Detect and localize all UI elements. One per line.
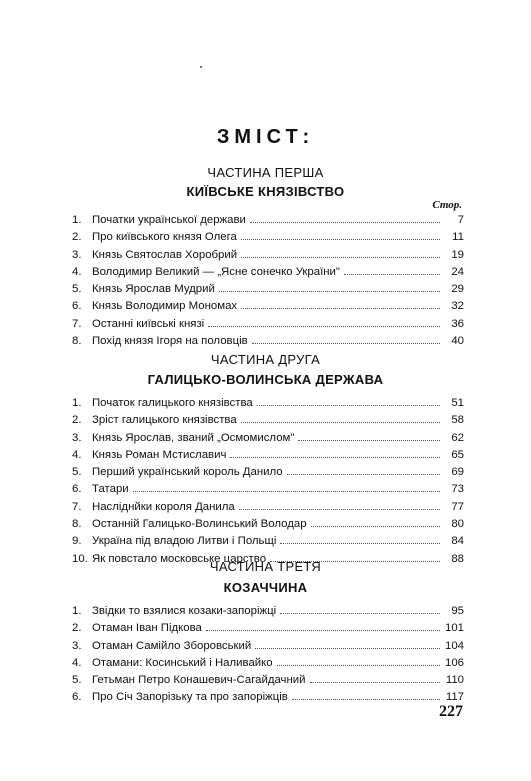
dot-leader <box>241 257 440 258</box>
toc-entry <box>72 674 464 691</box>
toc-entry <box>72 605 464 622</box>
entry-page-number: 117 <box>445 691 464 704</box>
toc-entry <box>72 214 464 231</box>
dot-leader <box>250 222 440 223</box>
entry-number: 5. <box>72 283 82 296</box>
dot-leader <box>298 440 440 441</box>
toc-entry <box>72 622 464 639</box>
entry-page-number: 29 <box>451 283 464 296</box>
entry-title: Насліднйки короля Данила <box>92 500 235 513</box>
page-column-label: Стор. <box>432 199 462 211</box>
entry-title: Князь Роман Мстиславич <box>92 448 227 461</box>
dot-leader <box>344 274 440 275</box>
entry-title: Початок галицького князівства <box>92 397 253 409</box>
entry-number: 8. <box>72 518 82 531</box>
part-2-title: ГАЛИЦЬКО-ВОЛИНСЬКА ДЕРЖАВА <box>147 372 384 387</box>
entry-number: 1. <box>72 397 82 409</box>
entry-page-number: 65 <box>451 448 464 461</box>
entry-page-number: 11 <box>452 231 464 244</box>
entry-number: 5. <box>72 674 82 687</box>
part-1-title: КИЇВСЬКЕ КНЯЗІВСТВО <box>186 184 345 199</box>
dot-leader <box>257 405 440 406</box>
toc-entry <box>72 535 464 552</box>
dot-leader <box>292 699 440 700</box>
entry-title: Останній Галицько-Волинський Володар <box>92 518 307 531</box>
entry-number: 3. <box>72 639 82 652</box>
entry-title: Татари <box>92 483 129 496</box>
entry-title: Зріст галицького князівства <box>92 414 237 427</box>
toc-entry <box>72 397 464 414</box>
entry-page-number: 77 <box>451 500 464 513</box>
entry-page-number: 58 <box>451 414 464 427</box>
entry-page-number: 80 <box>451 518 464 531</box>
dot-leader <box>280 543 440 544</box>
toc-entry <box>72 335 464 352</box>
toc-entry <box>72 466 464 483</box>
entry-page-number: 51 <box>451 397 464 409</box>
entry-title: Князь Ярослав, званий „Осмомислом" <box>92 431 295 444</box>
toc-entry <box>72 518 464 535</box>
dot-leader <box>280 613 440 614</box>
dot-leader <box>208 326 440 327</box>
entry-number: 6. <box>72 691 82 704</box>
entry-title: Гетьман Петро Конашевич-Сагайдачний <box>92 674 306 687</box>
entry-page-number: 7 <box>457 214 464 226</box>
dot-leader <box>206 630 440 631</box>
entry-page-number: 19 <box>451 248 464 261</box>
print-speck <box>200 66 202 68</box>
entry-page-number: 32 <box>451 300 464 313</box>
entry-title: Звідки то взялися козаки-запоріжці <box>92 605 277 617</box>
entry-number: 6. <box>72 300 82 313</box>
entry-number: 1. <box>72 605 82 617</box>
dot-leader <box>310 682 440 683</box>
dot-leader <box>241 422 440 423</box>
entry-title: Як повстало московське царство <box>92 552 267 565</box>
dot-leader <box>255 648 440 649</box>
entry-number: 2. <box>72 622 82 635</box>
entry-title: Отаман Іван Підкова <box>92 622 202 635</box>
entry-title: Князь Святослав Хоробрий <box>92 248 238 261</box>
entry-title: Князь Ярослав Мудрий <box>92 283 215 296</box>
entry-title: Князь Володимир Мономах <box>92 300 238 313</box>
entry-title: Похід князя Ігоря на половців <box>92 335 248 348</box>
entry-title: Отамани: Косинський і Наливайко <box>92 656 273 669</box>
part-3-contents-list <box>72 605 464 709</box>
entry-page-number: 24 <box>451 265 464 278</box>
dot-leader <box>277 665 440 666</box>
entry-number: 7. <box>72 500 82 513</box>
entry-title: Отаман Самійло Зборовський <box>92 639 252 652</box>
toc-entry <box>72 266 464 283</box>
entry-title: Початки української держави <box>92 214 246 226</box>
entry-page-number: 40 <box>451 335 464 348</box>
dot-leader <box>241 308 440 309</box>
part-1-label: ЧАСТИНА ПЕРША <box>207 165 324 180</box>
entry-page-number: 110 <box>445 674 464 687</box>
entry-number: 5. <box>72 466 82 479</box>
entry-page-number: 84 <box>451 535 464 548</box>
toc-entry <box>72 432 464 449</box>
part-2-contents-list <box>72 397 464 570</box>
toc-entry <box>72 318 464 335</box>
entry-number: 3. <box>72 431 82 444</box>
part-1-contents-list <box>72 214 464 352</box>
dot-leader <box>252 343 440 344</box>
toc-entry <box>72 449 464 466</box>
entry-number: 9. <box>72 535 82 548</box>
entry-page-number: 88 <box>451 552 464 565</box>
entry-title: Про Січ Запорізьку та про запоріжців <box>92 691 288 704</box>
part-3-label: ЧАСТИНА ТРЕТЯ <box>209 559 322 574</box>
toc-entry <box>72 283 464 300</box>
entry-title: Володимир Великий — „Ясне сонечко України" <box>92 265 340 278</box>
entry-number: 4. <box>72 448 82 461</box>
toc-entry <box>72 657 464 674</box>
entry-page-number: 101 <box>444 622 464 635</box>
entry-page-number: 106 <box>444 656 464 669</box>
toc-entry <box>72 640 464 657</box>
entry-page-number: 36 <box>451 317 464 330</box>
toc-entry <box>72 249 464 266</box>
dot-leader <box>311 526 440 527</box>
entry-number: 4. <box>72 656 82 669</box>
dot-leader <box>241 239 440 240</box>
entry-title: Перший український король Данило <box>92 466 283 479</box>
dot-leader <box>133 491 440 492</box>
dot-leader <box>219 291 440 292</box>
dot-leader <box>287 474 440 475</box>
entry-number: 3. <box>72 248 82 261</box>
toc-entry <box>72 231 464 248</box>
entry-page-number: 73 <box>451 483 464 496</box>
toc-entry <box>72 501 464 518</box>
entry-number: 1. <box>72 214 82 226</box>
dot-leader <box>239 509 440 510</box>
toc-entry <box>72 483 464 500</box>
entry-number: 6. <box>72 483 82 496</box>
contents-title: ЗМІСТ: <box>216 126 315 148</box>
dot-leader <box>230 457 440 458</box>
toc-entry <box>72 300 464 317</box>
entry-page-number: 95 <box>451 605 464 617</box>
part-2-label: ЧАСТИНА ДРУГА <box>210 352 321 367</box>
entry-number: 8. <box>72 335 82 348</box>
entry-title: Україна під владою Литви і Польщі <box>92 535 277 548</box>
entry-number: 4. <box>72 265 82 278</box>
entry-number: 2. <box>72 414 82 427</box>
toc-entry <box>72 691 464 708</box>
entry-page-number: 62 <box>451 431 464 444</box>
entry-number: 7. <box>72 317 82 330</box>
entry-number: 2. <box>72 231 82 244</box>
toc-entry <box>72 414 464 431</box>
entry-page-number: 104 <box>444 639 464 652</box>
entry-title: Останні київські князі <box>92 317 205 330</box>
entry-page-number: 69 <box>451 466 464 479</box>
entry-title: Про київського князя Олега <box>92 231 237 244</box>
entry-number: 10. <box>72 552 88 565</box>
page-number: 227 <box>439 703 463 720</box>
part-3-title: КОЗАЧЧИНА <box>223 580 308 595</box>
